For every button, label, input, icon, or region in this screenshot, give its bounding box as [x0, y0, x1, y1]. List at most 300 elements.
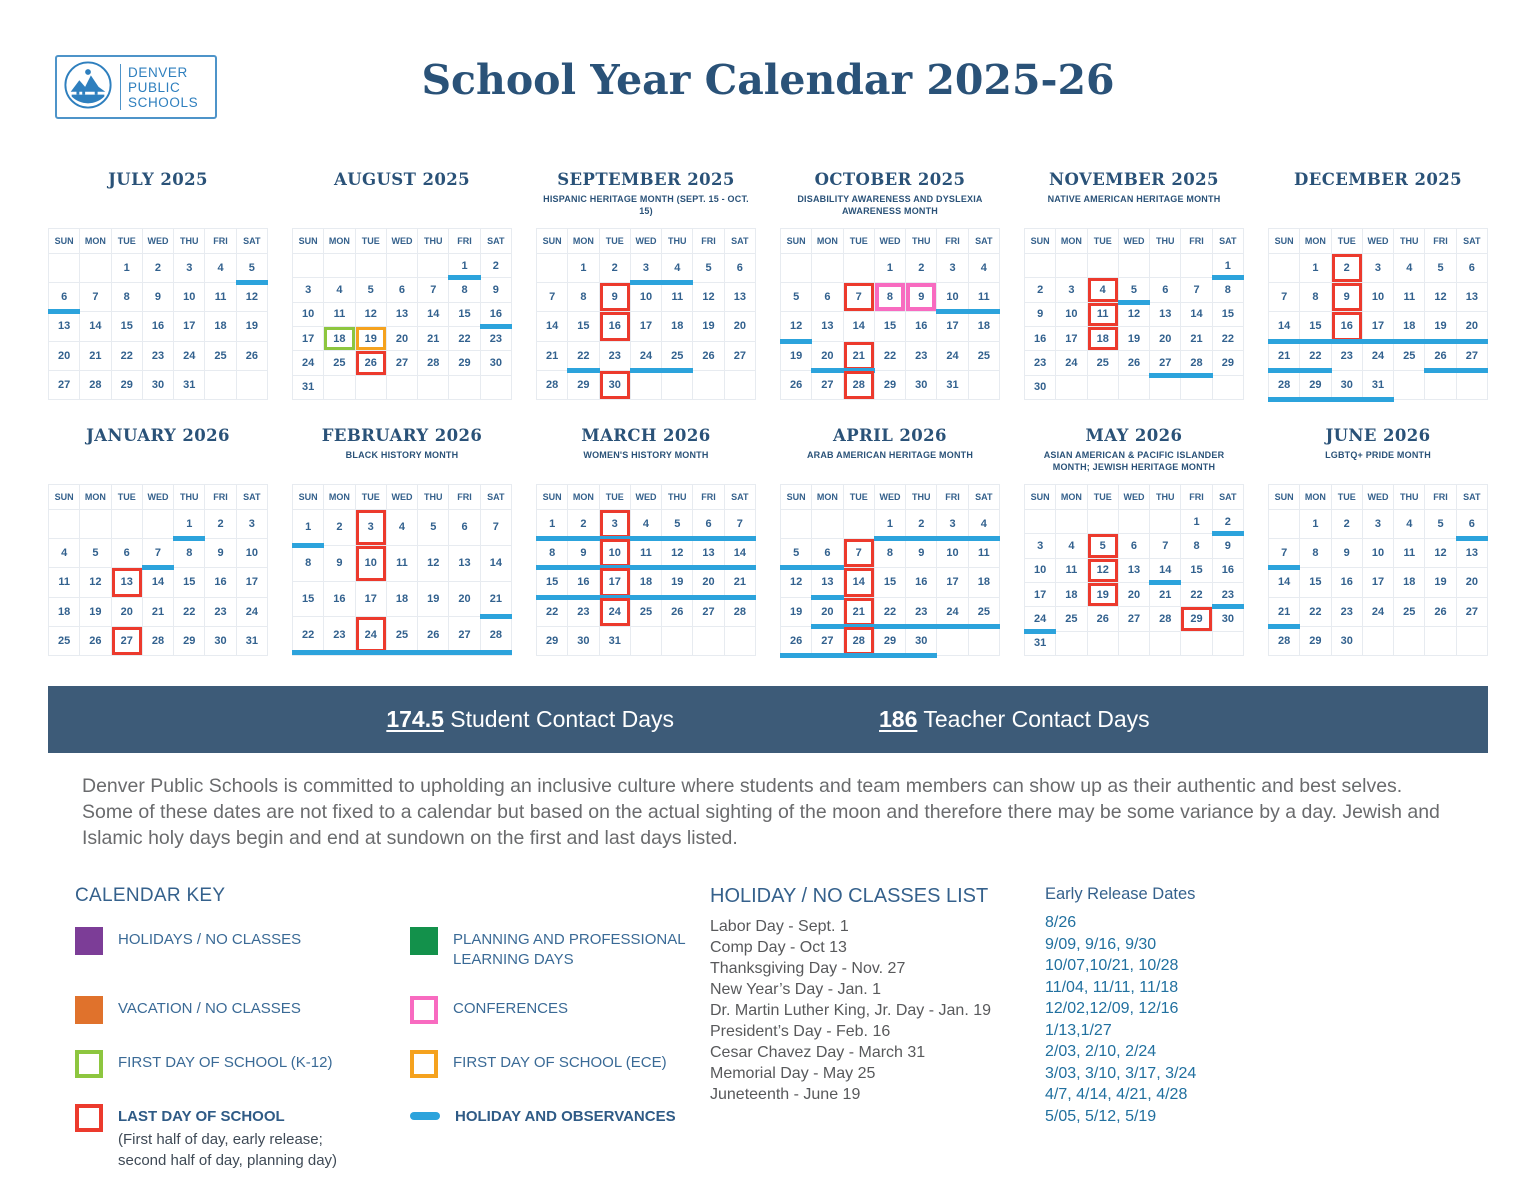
day-cell-april-2026-16: 16: [906, 568, 937, 597]
dow-label: MON: [324, 229, 355, 254]
dow-label: SUN: [781, 229, 812, 254]
day-cell-january-2026-15: 15: [174, 568, 205, 597]
dow-label: FRI: [1181, 229, 1212, 254]
day-cell-march-2026-22: 22: [537, 597, 568, 626]
day-cell-august-2025-24: 24: [293, 351, 324, 375]
day-cell-may-2026-12: 12: [1087, 558, 1118, 582]
day-cell-august-2025-2: 2: [480, 254, 511, 278]
day-cell-april-2026-24: 24: [937, 597, 968, 626]
day-cell-january-2026-21: 21: [142, 597, 173, 626]
day-cell-february-2026-7: 7: [480, 510, 511, 546]
day-cell-september-2025-25: 25: [662, 341, 693, 370]
month-july-2025: [48, 170, 268, 400]
day-cell-april-2026-28: 28: [843, 626, 874, 655]
day-cell-june-2026-17: 17: [1362, 568, 1393, 597]
day-cell-december-2025-16: 16: [1331, 312, 1362, 341]
day-cell-october-2025-24: 24: [937, 341, 968, 370]
day-cell-april-2026-4: 4: [968, 510, 999, 539]
day-cell-august-2025-12: 12: [355, 302, 386, 326]
day-cell-february-2026-23: 23: [324, 617, 355, 653]
day-cell-november-2025-11: 11: [1087, 302, 1118, 326]
day-cell: [1150, 510, 1181, 534]
early-release-line: 2/03, 2/10, 2/24: [1045, 1043, 1157, 1060]
day-cell-june-2026-1: 1: [1300, 510, 1331, 539]
day-cell-june-2026-10: 10: [1362, 539, 1393, 568]
dow-label: SUN: [293, 229, 324, 254]
day-cell-october-2025-11: 11: [968, 283, 999, 312]
day-cell-june-2026-26: 26: [1425, 597, 1456, 626]
day-cell-january-2026-20: 20: [111, 597, 142, 626]
day-cell-february-2026-3: 3: [355, 510, 386, 546]
inclusivity-note: Denver Public Schools is committed to upholding an inclusive culture where students and team members can show up as their authentic and best selves. Some of these dates are not fixed to a calendar but based on the actual sighting of the moon and therefore there may be some variance by a day. Jewish and Islamic holy days begin and end at sundown on the first and last days listed.: [82, 775, 1440, 849]
day-cell-january-2026-23: 23: [205, 597, 236, 626]
day-cell-august-2025-22: 22: [449, 326, 480, 350]
day-cell-september-2025-22: 22: [568, 341, 599, 370]
day-cell-october-2025-2: 2: [906, 254, 937, 283]
day-cell-october-2025-28: 28: [843, 370, 874, 399]
day-cell-april-2026-29: 29: [874, 626, 905, 655]
day-cell-december-2025-12: 12: [1425, 283, 1456, 312]
month-subtitle: LGBTQ+ PRIDE MONTH: [1325, 450, 1431, 460]
day-cell-may-2026-31: 31: [1025, 631, 1056, 655]
dow-label: FRI: [937, 229, 968, 254]
day-cell-october-2025-12: 12: [781, 312, 812, 341]
day-cell-february-2026-19: 19: [418, 581, 449, 617]
day-cell-december-2025-19: 19: [1425, 312, 1456, 341]
key-item-holiday-and-observances: [410, 1104, 710, 1171]
day-cell-september-2025-2: 2: [599, 254, 630, 283]
day-cell-august-2025-10: 10: [293, 302, 324, 326]
day-cell: [1056, 375, 1087, 399]
key-note: (First half of day, early release; second half of day, planning day): [118, 1131, 338, 1169]
day-cell-february-2026-15: 15: [293, 581, 324, 617]
day-cell-september-2025-8: 8: [568, 283, 599, 312]
day-cell-december-2025-10: 10: [1362, 283, 1393, 312]
day-cell-october-2025-10: 10: [937, 283, 968, 312]
day-cell-june-2026-23: 23: [1331, 597, 1362, 626]
dow-label: MON: [1056, 485, 1087, 510]
month-title: MAY 2026: [1085, 426, 1183, 445]
month-title: DECEMBER 2025: [1294, 170, 1462, 189]
dow-label: TUE: [355, 485, 386, 510]
day-cell-august-2025-29: 29: [449, 351, 480, 375]
day-cell-december-2025-22: 22: [1300, 341, 1331, 370]
day-cell-april-2026-18: 18: [968, 568, 999, 597]
day-cell-december-2025-11: 11: [1394, 283, 1425, 312]
day-cell-july-2025-17: 17: [174, 312, 205, 341]
dow-label: MON: [1300, 229, 1331, 254]
day-cell-march-2026-28: 28: [724, 597, 755, 626]
logo-line-1: DENVER: [128, 64, 188, 80]
dow-label: FRI: [205, 485, 236, 510]
day-cell-february-2026-1: 1: [293, 510, 324, 546]
month-subtitle: [1268, 194, 1488, 228]
day-cell-march-2026-2: 2: [568, 510, 599, 539]
day-cell-june-2026-11: 11: [1394, 539, 1425, 568]
day-cell-november-2025-3: 3: [1056, 278, 1087, 302]
day-cell: [1118, 631, 1149, 655]
day-cell: [1118, 510, 1149, 534]
day-cell-january-2026-31: 31: [236, 626, 267, 655]
day-cell-may-2026-9: 9: [1212, 534, 1243, 558]
dow-label: THU: [1150, 229, 1181, 254]
day-cell: [324, 254, 355, 278]
day-cell-july-2025-4: 4: [205, 254, 236, 283]
day-cell-february-2026-27: 27: [449, 617, 480, 653]
day-cell-march-2026-1: 1: [537, 510, 568, 539]
day-cell-april-2026-3: 3: [937, 510, 968, 539]
day-cell-june-2026-9: 9: [1331, 539, 1362, 568]
day-cell-december-2025-21: 21: [1269, 341, 1300, 370]
day-cell-august-2025-30: 30: [480, 351, 511, 375]
day-cell-august-2025-20: 20: [386, 326, 417, 350]
key-item-last-day-of-school: [75, 1104, 410, 1171]
day-cell-june-2026-7: 7: [1269, 539, 1300, 568]
day-cell-august-2025-4: 4: [324, 278, 355, 302]
dow-label: FRI: [449, 229, 480, 254]
month-subtitle: ASIAN AMERICAN & PACIFIC ISLANDER MONTH; JEWISH HERITAGE MONTH: [1043, 450, 1225, 472]
day-cell-september-2025-11: 11: [662, 283, 693, 312]
day-cell-december-2025-6: 6: [1456, 254, 1487, 283]
day-cell-august-2025-21: 21: [418, 326, 449, 350]
day-cell: [205, 370, 236, 399]
day-cell-september-2025-27: 27: [724, 341, 755, 370]
day-cell-november-2025-10: 10: [1056, 302, 1087, 326]
day-cell-april-2026-5: 5: [781, 539, 812, 568]
day-cell-may-2026-6: 6: [1118, 534, 1149, 558]
day-cell-may-2026-14: 14: [1150, 558, 1181, 582]
day-cell: [1087, 254, 1118, 278]
day-cell-october-2025-7: 7: [843, 283, 874, 312]
day-cell-may-2026-19: 19: [1087, 582, 1118, 606]
day-cell-january-2026-27: 27: [111, 626, 142, 655]
dow-label: FRI: [937, 485, 968, 510]
day-cell-november-2025-24: 24: [1056, 351, 1087, 375]
day-cell-april-2026-19: 19: [781, 597, 812, 626]
day-cell-november-2025-8: 8: [1212, 278, 1243, 302]
day-cell-october-2025-26: 26: [781, 370, 812, 399]
day-cell: [630, 370, 661, 399]
month-title: APRIL 2026: [833, 426, 947, 445]
day-cell-august-2025-26: 26: [355, 351, 386, 375]
day-cell-january-2026-12: 12: [80, 568, 111, 597]
dow-label: SUN: [781, 485, 812, 510]
teacher-contact-days-label: Teacher Contact Days: [923, 706, 1150, 732]
key-swatch-outline-conf: [410, 996, 438, 1024]
dow-label: MON: [812, 229, 843, 254]
day-cell-september-2025-10: 10: [630, 283, 661, 312]
day-cell-december-2025-25: 25: [1394, 341, 1425, 370]
day-cell-september-2025-4: 4: [662, 254, 693, 283]
day-cell-december-2025-8: 8: [1300, 283, 1331, 312]
student-contact-days-label: Student Contact Days: [450, 706, 675, 732]
dow-label: SUN: [537, 229, 568, 254]
day-cell-july-2025-3: 3: [174, 254, 205, 283]
day-cell: [781, 254, 812, 283]
day-cell-september-2025-20: 20: [724, 312, 755, 341]
day-cell-january-2026-22: 22: [174, 597, 205, 626]
dow-label: TUE: [111, 485, 142, 510]
day-cell-february-2026-5: 5: [418, 510, 449, 546]
day-cell: [937, 626, 968, 655]
day-cell: [1212, 631, 1243, 655]
day-cell-september-2025-5: 5: [693, 254, 724, 283]
key-label: LAST DAY OF SCHOOL: [118, 1108, 285, 1125]
day-cell-april-2026-2: 2: [906, 510, 937, 539]
day-cell-july-2025-24: 24: [174, 341, 205, 370]
dow-label: WED: [1118, 485, 1149, 510]
dow-label: MON: [1300, 485, 1331, 510]
month-title: AUGUST 2025: [334, 170, 470, 189]
day-cell-january-2026-13: 13: [111, 568, 142, 597]
day-cell-march-2026-11: 11: [630, 539, 661, 568]
day-cell-november-2025-22: 22: [1212, 326, 1243, 350]
contact-days-banner: [48, 686, 1488, 753]
dow-label: MON: [812, 485, 843, 510]
holiday-list-title: HOLIDAY / NO CLASSES LIST: [710, 885, 989, 907]
dow-label: WED: [630, 485, 661, 510]
month-grid-february-2026: [292, 484, 512, 656]
day-cell-august-2025-7: 7: [418, 278, 449, 302]
day-cell-november-2025-28: 28: [1181, 351, 1212, 375]
dow-label: SAT: [480, 229, 511, 254]
day-cell-january-2026-3: 3: [236, 510, 267, 539]
day-cell-september-2025-12: 12: [693, 283, 724, 312]
day-cell-march-2026-18: 18: [630, 568, 661, 597]
holiday-list-item: Labor Day - Sept. 1: [710, 918, 849, 935]
dow-label: SUN: [49, 485, 80, 510]
day-cell-october-2025-17: 17: [937, 312, 968, 341]
day-cell-september-2025-26: 26: [693, 341, 724, 370]
day-cell-april-2026-7: 7: [843, 539, 874, 568]
day-cell: [1362, 626, 1393, 655]
dow-label: THU: [1394, 485, 1425, 510]
day-cell-may-2026-4: 4: [1056, 534, 1087, 558]
day-cell-march-2026-13: 13: [693, 539, 724, 568]
dow-label: TUE: [1087, 229, 1118, 254]
key-label: FIRST DAY OF SCHOOL (ECE): [453, 1054, 667, 1071]
month-subtitle: NATIVE AMERICAN HERITAGE MONTH: [1047, 194, 1221, 204]
day-cell-january-2026-7: 7: [142, 539, 173, 568]
month-title: JANUARY 2026: [86, 426, 230, 445]
day-cell-april-2026-27: 27: [812, 626, 843, 655]
dow-label: MON: [568, 485, 599, 510]
logo-divider: [120, 64, 121, 110]
day-cell-november-2025-29: 29: [1212, 351, 1243, 375]
day-cell-december-2025-13: 13: [1456, 283, 1487, 312]
day-cell-march-2026-30: 30: [568, 626, 599, 655]
day-cell-march-2026-26: 26: [662, 597, 693, 626]
holiday-list-item: Cesar Chavez Day - March 31: [710, 1044, 926, 1061]
day-cell-february-2026-24: 24: [355, 617, 386, 653]
day-cell: [1181, 254, 1212, 278]
dow-label: MON: [1056, 229, 1087, 254]
day-cell-august-2025-13: 13: [386, 302, 417, 326]
day-cell-september-2025-3: 3: [630, 254, 661, 283]
day-cell-august-2025-25: 25: [324, 351, 355, 375]
day-cell-november-2025-9: 9: [1025, 302, 1056, 326]
day-cell-february-2026-21: 21: [480, 581, 511, 617]
dow-label: THU: [1394, 229, 1425, 254]
month-december-2025: [1268, 170, 1488, 400]
day-cell: [1269, 510, 1300, 539]
day-cell: [1087, 375, 1118, 399]
day-cell-june-2026-2: 2: [1331, 510, 1362, 539]
dow-label: THU: [906, 229, 937, 254]
day-cell-october-2025-3: 3: [937, 254, 968, 283]
key-swatch-outline-k12: [75, 1050, 103, 1078]
dow-label: MON: [80, 229, 111, 254]
early-release-line: 10/07,10/21, 10/28: [1045, 957, 1179, 974]
day-cell-june-2026-3: 3: [1362, 510, 1393, 539]
day-cell-june-2026-5: 5: [1425, 510, 1456, 539]
day-cell-october-2025-31: 31: [937, 370, 968, 399]
day-cell-october-2025-23: 23: [906, 341, 937, 370]
day-cell-november-2025-4: 4: [1087, 278, 1118, 302]
day-cell-july-2025-31: 31: [174, 370, 205, 399]
key-swatch-outline-red: [75, 1104, 103, 1132]
day-cell-october-2025-8: 8: [874, 283, 905, 312]
dow-label: WED: [874, 485, 905, 510]
month-title: JUNE 2026: [1325, 426, 1431, 445]
key-swatch-fill-holiday: [75, 927, 103, 955]
early-release-line: 4/7, 4/14, 4/21, 4/28: [1045, 1086, 1188, 1103]
early-release-line: 1/13,1/27: [1045, 1021, 1112, 1039]
day-cell: [1118, 375, 1149, 399]
day-cell-april-2026-25: 25: [968, 597, 999, 626]
day-cell-october-2025-14: 14: [843, 312, 874, 341]
day-cell-july-2025-23: 23: [142, 341, 173, 370]
day-cell-may-2026-20: 20: [1118, 582, 1149, 606]
day-cell-november-2025-6: 6: [1150, 278, 1181, 302]
calendar-key: [75, 885, 710, 1171]
early-release-line: 3/03, 3/10, 3/17, 3/24: [1045, 1064, 1197, 1082]
day-cell-may-2026-2: 2: [1212, 510, 1243, 534]
dow-label: SUN: [293, 485, 324, 510]
day-cell-july-2025-28: 28: [80, 370, 111, 399]
day-cell-april-2026-30: 30: [906, 626, 937, 655]
day-cell-may-2026-11: 11: [1056, 558, 1087, 582]
day-cell-january-2026-30: 30: [205, 626, 236, 655]
day-cell-september-2025-30: 30: [599, 370, 630, 399]
day-cell-march-2026-17: 17: [599, 568, 630, 597]
day-cell-august-2025-11: 11: [324, 302, 355, 326]
bottom-section: [75, 885, 1536, 1171]
day-cell-april-2026-8: 8: [874, 539, 905, 568]
month-subtitle: [292, 194, 512, 228]
early-release-line: 12/02,12/09, 12/16: [1045, 1000, 1179, 1017]
day-cell-august-2025-27: 27: [386, 351, 417, 375]
dow-label: SAT: [968, 485, 999, 510]
day-cell-march-2026-21: 21: [724, 568, 755, 597]
day-cell-april-2026-22: 22: [874, 597, 905, 626]
day-cell: [1025, 254, 1056, 278]
day-cell-december-2025-18: 18: [1394, 312, 1425, 341]
day-cell: [449, 375, 480, 399]
early-release-line: 5/05, 5/12, 5/19: [1045, 1107, 1157, 1125]
day-cell: [1394, 626, 1425, 655]
day-cell-july-2025-13: 13: [49, 312, 80, 341]
day-cell-february-2026-26: 26: [418, 617, 449, 653]
dow-label: SAT: [1212, 229, 1243, 254]
day-cell-october-2025-16: 16: [906, 312, 937, 341]
day-cell-december-2025-17: 17: [1362, 312, 1393, 341]
month-grid-may-2026: [1024, 484, 1244, 656]
day-cell-october-2025-1: 1: [874, 254, 905, 283]
day-cell-march-2026-16: 16: [568, 568, 599, 597]
day-cell: [49, 254, 80, 283]
day-cell-march-2026-31: 31: [599, 626, 630, 655]
day-cell-june-2026-6: 6: [1456, 510, 1487, 539]
dow-label: WED: [386, 485, 417, 510]
day-cell-february-2026-18: 18: [386, 581, 417, 617]
month-september-2025: [536, 170, 756, 400]
day-cell-january-2026-24: 24: [236, 597, 267, 626]
day-cell-november-2025-16: 16: [1025, 326, 1056, 350]
day-cell-september-2025-15: 15: [568, 312, 599, 341]
day-cell-november-2025-30: 30: [1025, 375, 1056, 399]
month-april-2026: [780, 426, 1000, 656]
day-cell: [355, 375, 386, 399]
day-cell-april-2026-21: 21: [843, 597, 874, 626]
day-cell-july-2025-27: 27: [49, 370, 80, 399]
day-cell-october-2025-20: 20: [812, 341, 843, 370]
day-cell-january-2026-29: 29: [174, 626, 205, 655]
day-cell-december-2025-28: 28: [1269, 370, 1300, 399]
day-cell-july-2025-14: 14: [80, 312, 111, 341]
day-cell-november-2025-15: 15: [1212, 302, 1243, 326]
day-cell-february-2026-17: 17: [355, 581, 386, 617]
day-cell-june-2026-18: 18: [1394, 568, 1425, 597]
day-cell-february-2026-20: 20: [449, 581, 480, 617]
key-label: HOLIDAYS / NO CLASSES: [118, 931, 302, 948]
dow-label: WED: [874, 229, 905, 254]
month-grid-january-2026: [48, 484, 268, 656]
day-cell: [1056, 510, 1087, 534]
month-subtitle: HISPANIC HERITAGE MONTH (SEPT. 15 - OCT. 15): [543, 194, 749, 216]
key-swatch-outline-ece: [410, 1050, 438, 1078]
day-cell-september-2025-14: 14: [537, 312, 568, 341]
dow-label: WED: [630, 229, 661, 254]
day-cell: [142, 510, 173, 539]
day-cell-january-2026-10: 10: [236, 539, 267, 568]
day-cell: [781, 510, 812, 539]
day-cell-november-2025-7: 7: [1181, 278, 1212, 302]
dow-label: SAT: [968, 229, 999, 254]
key-label-wrap: [118, 996, 301, 1019]
dow-label: TUE: [1087, 485, 1118, 510]
day-cell: [630, 626, 661, 655]
day-cell-january-2026-4: 4: [49, 539, 80, 568]
key-label-wrap: [118, 927, 301, 950]
day-cell-march-2026-6: 6: [693, 510, 724, 539]
day-cell-december-2025-3: 3: [1362, 254, 1393, 283]
day-cell-august-2025-18: 18: [324, 326, 355, 350]
day-cell-february-2026-12: 12: [418, 545, 449, 581]
early-release-line: 9/09, 9/16, 9/30: [1045, 935, 1157, 953]
day-cell-november-2025-20: 20: [1150, 326, 1181, 350]
dow-label: THU: [418, 485, 449, 510]
early-release-line: 11/04, 11/11, 11/18: [1045, 978, 1179, 996]
day-cell-october-2025-19: 19: [781, 341, 812, 370]
holiday-list-item: President’s Day - Feb. 16: [710, 1023, 891, 1040]
day-cell-may-2026-3: 3: [1025, 534, 1056, 558]
month-grid-september-2025: [536, 228, 756, 400]
dow-label: THU: [662, 229, 693, 254]
dow-label: THU: [1150, 485, 1181, 510]
day-cell: [968, 626, 999, 655]
day-cell-april-2026-17: 17: [937, 568, 968, 597]
